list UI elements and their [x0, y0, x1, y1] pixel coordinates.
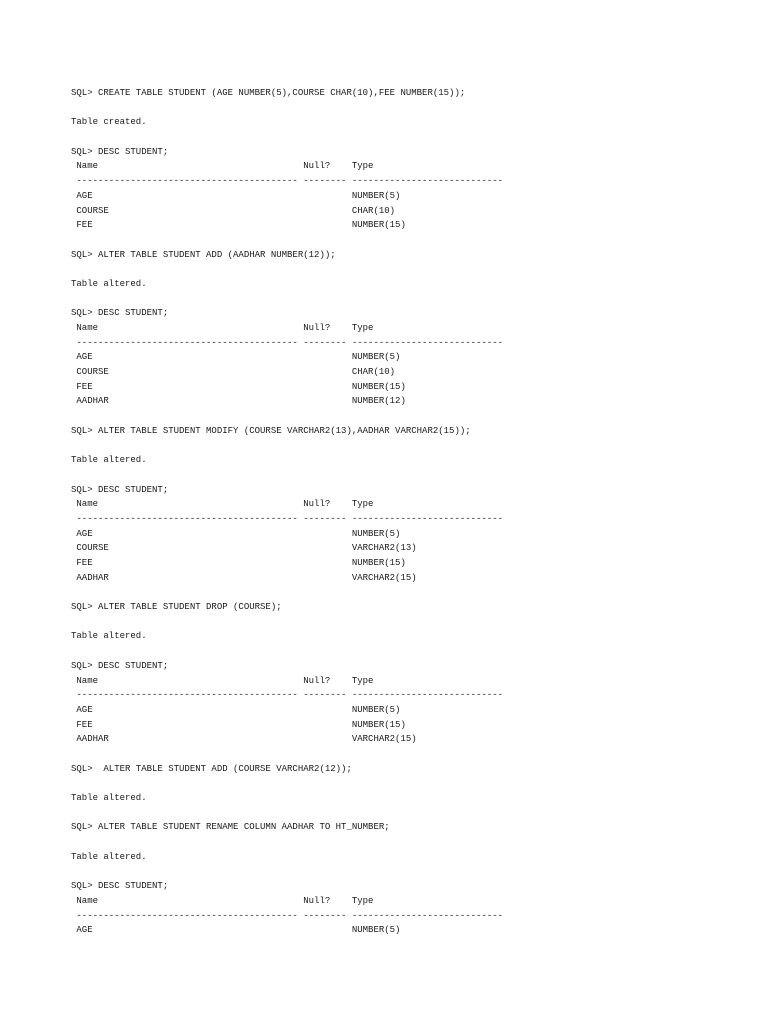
- sql-command-line: SQL> DESC STUDENT;: [71, 881, 169, 892]
- blank-line: [71, 409, 768, 424]
- sql-command-line: SQL> ALTER TABLE STUDENT MODIFY (COURSE VARCHAR2(13),AADHAR VARCHAR2(15));: [71, 425, 471, 436]
- desc-separator-row: ----------------------------------------- -------- ----------------------------: [71, 910, 504, 921]
- desc-column-row: AADHAR NUMBER(12): [71, 396, 406, 407]
- desc-separator-row: ----------------------------------------- -------- ----------------------------: [71, 176, 504, 187]
- blank-line: [71, 776, 768, 791]
- blank-line: [71, 439, 768, 454]
- blank-line: [71, 468, 768, 483]
- blank-line: [71, 615, 768, 630]
- blank-line: [71, 864, 768, 879]
- sql-command-line: SQL> ALTER TABLE STUDENT ADD (COURSE VARCHAR2(12));: [71, 763, 352, 774]
- blank-line: [71, 585, 768, 600]
- blank-line: [71, 233, 768, 248]
- desc-header-row: Name Null? Type: [71, 675, 374, 686]
- status-message: Table altered.: [71, 631, 147, 642]
- status-message: Table created.: [71, 117, 147, 128]
- blank-line: [71, 292, 768, 307]
- blank-line: [71, 806, 768, 821]
- sql-command-line: SQL> DESC STUDENT;: [71, 484, 169, 495]
- desc-header-row: Name Null? Type: [71, 161, 374, 172]
- desc-column-row: COURSE VARCHAR2(13): [71, 543, 417, 554]
- desc-column-row: AGE NUMBER(5): [71, 704, 401, 715]
- desc-header-row: Name Null? Type: [71, 323, 374, 333]
- desc-separator-row: ----------------------------------------- -------- ----------------------------: [71, 513, 504, 524]
- desc-column-row: AADHAR VARCHAR2(15): [71, 734, 417, 745]
- desc-separator-row: ----------------------------------------- -------- ----------------------------: [71, 690, 504, 701]
- desc-column-row: AGE NUMBER(5): [71, 352, 401, 363]
- desc-column-row: FEE NUMBER(15): [71, 719, 406, 730]
- desc-separator-row: ----------------------------------------- -------- ----------------------------: [71, 337, 504, 348]
- desc-column-row: COURSE CHAR(10): [71, 367, 396, 378]
- sql-transcript: [71, 86, 768, 938]
- status-message: Table altered.: [71, 793, 147, 803]
- desc-column-row: FEE NUMBER(15): [71, 558, 406, 568]
- blank-line: [71, 835, 768, 850]
- blank-line: [71, 644, 768, 659]
- blank-line: [71, 747, 768, 762]
- sql-command-line: SQL> DESC STUDENT;: [71, 660, 169, 671]
- blank-line: [71, 130, 768, 145]
- desc-column-row: AADHAR VARCHAR2(15): [71, 572, 417, 583]
- sql-command-line: SQL> DESC STUDENT;: [71, 146, 169, 157]
- desc-column-row: COURSE CHAR(10): [71, 205, 396, 216]
- desc-column-row: AGE NUMBER(5): [71, 190, 401, 201]
- desc-column-row: FEE NUMBER(15): [71, 220, 406, 231]
- desc-column-row: AGE NUMBER(5): [71, 528, 401, 539]
- sql-command-line: SQL> ALTER TABLE STUDENT RENAME COLUMN AADHAR TO HT_NUMBER;: [71, 822, 390, 833]
- blank-line: [71, 262, 768, 277]
- sql-command-line: SQL> ALTER TABLE STUDENT ADD (AADHAR NUMBER(12));: [71, 249, 336, 260]
- sql-command-line: SQL> DESC STUDENT;: [71, 308, 169, 319]
- status-message: Table altered.: [71, 455, 147, 466]
- status-message: Table altered.: [71, 851, 147, 862]
- status-message: Table altered.: [71, 278, 147, 289]
- sql-command-line: SQL> ALTER TABLE STUDENT DROP (COURSE);: [71, 602, 282, 613]
- sql-command-line: SQL> CREATE TABLE STUDENT (AGE NUMBER(5),COURSE CHAR(10),FEE NUMBER(15));: [71, 88, 466, 98]
- desc-header-row: Name Null? Type: [71, 895, 374, 906]
- desc-column-row: AGE NUMBER(5): [71, 925, 401, 936]
- blank-line: [71, 101, 768, 116]
- desc-header-row: Name Null? Type: [71, 499, 374, 510]
- desc-column-row: FEE NUMBER(15): [71, 381, 406, 392]
